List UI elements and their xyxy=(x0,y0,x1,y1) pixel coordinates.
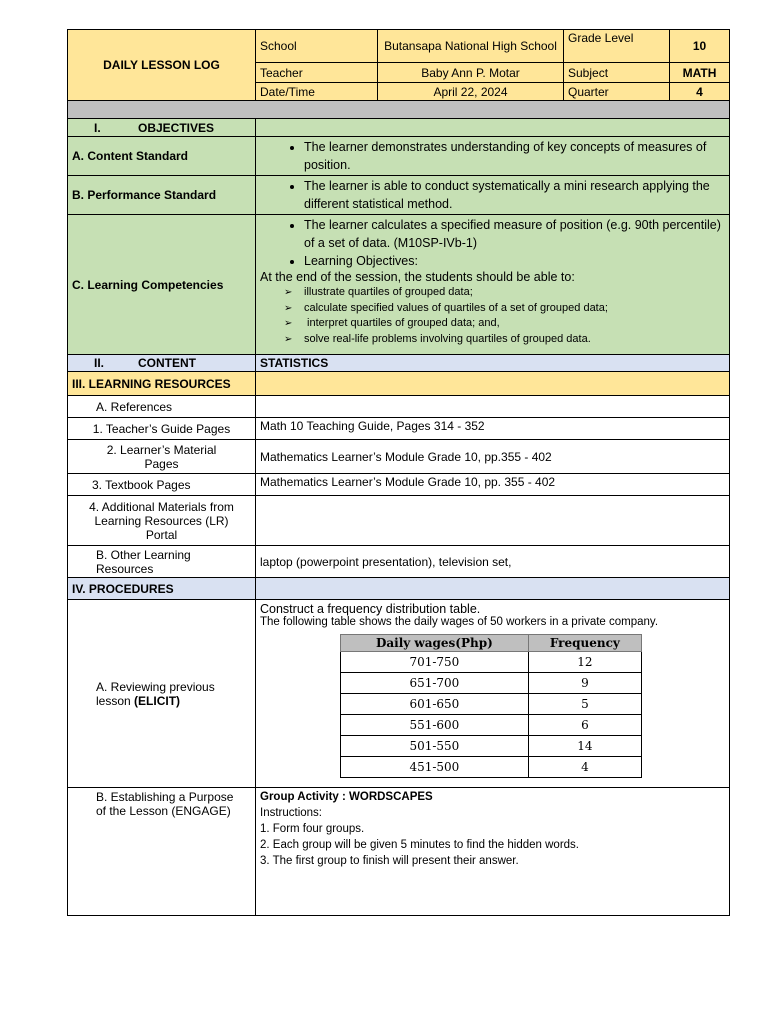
quarter-value: 4 xyxy=(670,83,730,101)
quarter-label: Quarter xyxy=(564,83,670,101)
learning-objectives-bullet: • Learning Objectives: xyxy=(304,252,725,270)
resources-heading: III. LEARNING RESOURCES xyxy=(68,372,256,396)
grade-value: 10 xyxy=(670,30,730,63)
subject-label: Subject xyxy=(564,63,670,83)
learners-material-value: Mathematics Learner’s Module Grade 10, pp.355 - 402 xyxy=(256,440,730,474)
other-resources-value: laptop (powerpoint presentation), television set, xyxy=(256,546,730,578)
objective-item: ➢ solve real-life problems involving quartiles of grouped data. xyxy=(304,332,725,348)
school-label: School xyxy=(256,30,378,63)
frequency-cell: 6 xyxy=(528,715,641,736)
frequency-cell: 4 xyxy=(528,757,641,778)
teacher-label: Teacher xyxy=(256,63,378,83)
content-value: STATISTICS xyxy=(256,355,730,372)
objective-item: ➢ calculate specified values of quartiles of a set of grouped data; xyxy=(304,301,725,317)
table-row xyxy=(341,673,642,694)
instructions-label: Instructions: xyxy=(260,807,322,819)
wage-cell: 601-650 xyxy=(341,694,529,715)
additional-materials-value xyxy=(256,496,730,546)
date-value: April 22, 2024 xyxy=(378,83,564,101)
instruction-item: 3. The first group to finish will present their answer. xyxy=(260,855,519,867)
objectives-heading xyxy=(68,119,256,137)
additional-materials-label: 4. Additional Materials from Learning Resources (LR) Portal xyxy=(68,496,256,546)
table-row xyxy=(341,715,642,736)
content-standard-label: A. Content Standard xyxy=(68,137,256,176)
review-tag: (ELICIT) xyxy=(134,693,181,708)
purpose-content xyxy=(256,788,730,916)
wages-col-header: Daily wages(Php) xyxy=(341,635,529,652)
purpose-label: B. Establishing a Purpose of the Lesson (ENGAGE) xyxy=(68,788,256,916)
textbook-value: Mathematics Learner’s Module Grade 10, pp. 355 - 402 xyxy=(256,474,730,496)
wage-cell: 651-700 xyxy=(341,673,529,694)
objectives-num: I. xyxy=(94,120,101,135)
frequency-col-header: Frequency xyxy=(528,635,641,652)
grade-label: Grade Level xyxy=(564,30,670,63)
wages-table xyxy=(340,634,642,778)
instruction-item: 2. Each group will be given 5 minutes to find the hidden words. xyxy=(260,839,579,851)
log-title: DAILY LESSON LOG xyxy=(68,30,256,101)
wage-cell: 551-600 xyxy=(341,715,529,736)
frequency-cell: 5 xyxy=(528,694,641,715)
review-label-cell xyxy=(68,600,256,788)
separator-row xyxy=(68,101,730,119)
content-heading xyxy=(68,355,256,372)
content-standard-text: • The learner demonstrates understanding of key concepts of measures of position. xyxy=(304,138,725,174)
frequency-cell: 14 xyxy=(528,736,641,757)
competencies-intro: At the end of the session, the students should be able to: xyxy=(260,270,575,284)
activity-title: Group Activity : WORDSCAPES xyxy=(260,791,433,803)
table-row xyxy=(341,736,642,757)
school-value: Butansapa National High School xyxy=(378,30,564,63)
performance-standard-text: • The learner is able to conduct systematically a mini research applying the different statistical method. xyxy=(304,177,725,213)
date-label: Date/Time xyxy=(256,83,378,101)
daily-lesson-log-table xyxy=(67,29,730,916)
wage-cell: 501-550 xyxy=(341,736,529,757)
references-value xyxy=(256,396,730,418)
review-line-2: The following table shows the daily wages of 50 workers in a private company. xyxy=(260,616,659,628)
frequency-cell: 12 xyxy=(528,652,641,673)
subject-value: MATH xyxy=(670,63,730,83)
wage-cell: 451-500 xyxy=(341,757,529,778)
procedures-heading-blank xyxy=(256,578,730,600)
references-label: A. References xyxy=(68,396,256,418)
objective-item: ➢ illustrate quartiles of grouped data; xyxy=(304,285,725,301)
review-line-1: Construct a frequency distribution table. xyxy=(260,602,481,616)
table-row xyxy=(341,757,642,778)
procedures-heading: IV. PROCEDURES xyxy=(68,578,256,600)
objectives-heading-blank xyxy=(256,119,730,137)
competencies-label: C. Learning Competencies xyxy=(68,215,256,355)
objectives-heading-text: OBJECTIVES xyxy=(138,120,215,135)
table-row xyxy=(341,652,642,673)
other-resources-label: B. Other Learning Resources xyxy=(68,546,256,578)
teachers-guide-label: 1. Teacher’s Guide Pages xyxy=(68,418,256,440)
content-num: II. xyxy=(94,356,105,370)
teacher-value: Baby Ann P. Motar xyxy=(378,63,564,83)
review-label: A. Reviewing previous lesson xyxy=(96,679,215,708)
textbook-label: 3. Textbook Pages xyxy=(68,474,256,496)
review-content xyxy=(256,600,730,788)
teachers-guide-value: Math 10 Teaching Guide, Pages 314 - 352 xyxy=(256,418,730,440)
frequency-cell: 9 xyxy=(528,673,641,694)
wage-cell: 701-750 xyxy=(341,652,529,673)
learners-material-label: 2. Learner’s Material Pages xyxy=(68,440,256,474)
performance-standard-label: B. Performance Standard xyxy=(68,176,256,215)
instruction-item: 1. Form four groups. xyxy=(260,823,365,835)
content-heading-text: CONTENT xyxy=(138,356,196,370)
table-row xyxy=(341,694,642,715)
objective-item: ➢ interpret quartiles of grouped data; and, xyxy=(304,316,725,332)
competency-bullet: • The learner calculates a specified measure of position (e.g. 90th percentile) of a set of data. (M10SP-IVb-1) xyxy=(304,216,725,252)
resources-heading-blank xyxy=(256,372,730,396)
